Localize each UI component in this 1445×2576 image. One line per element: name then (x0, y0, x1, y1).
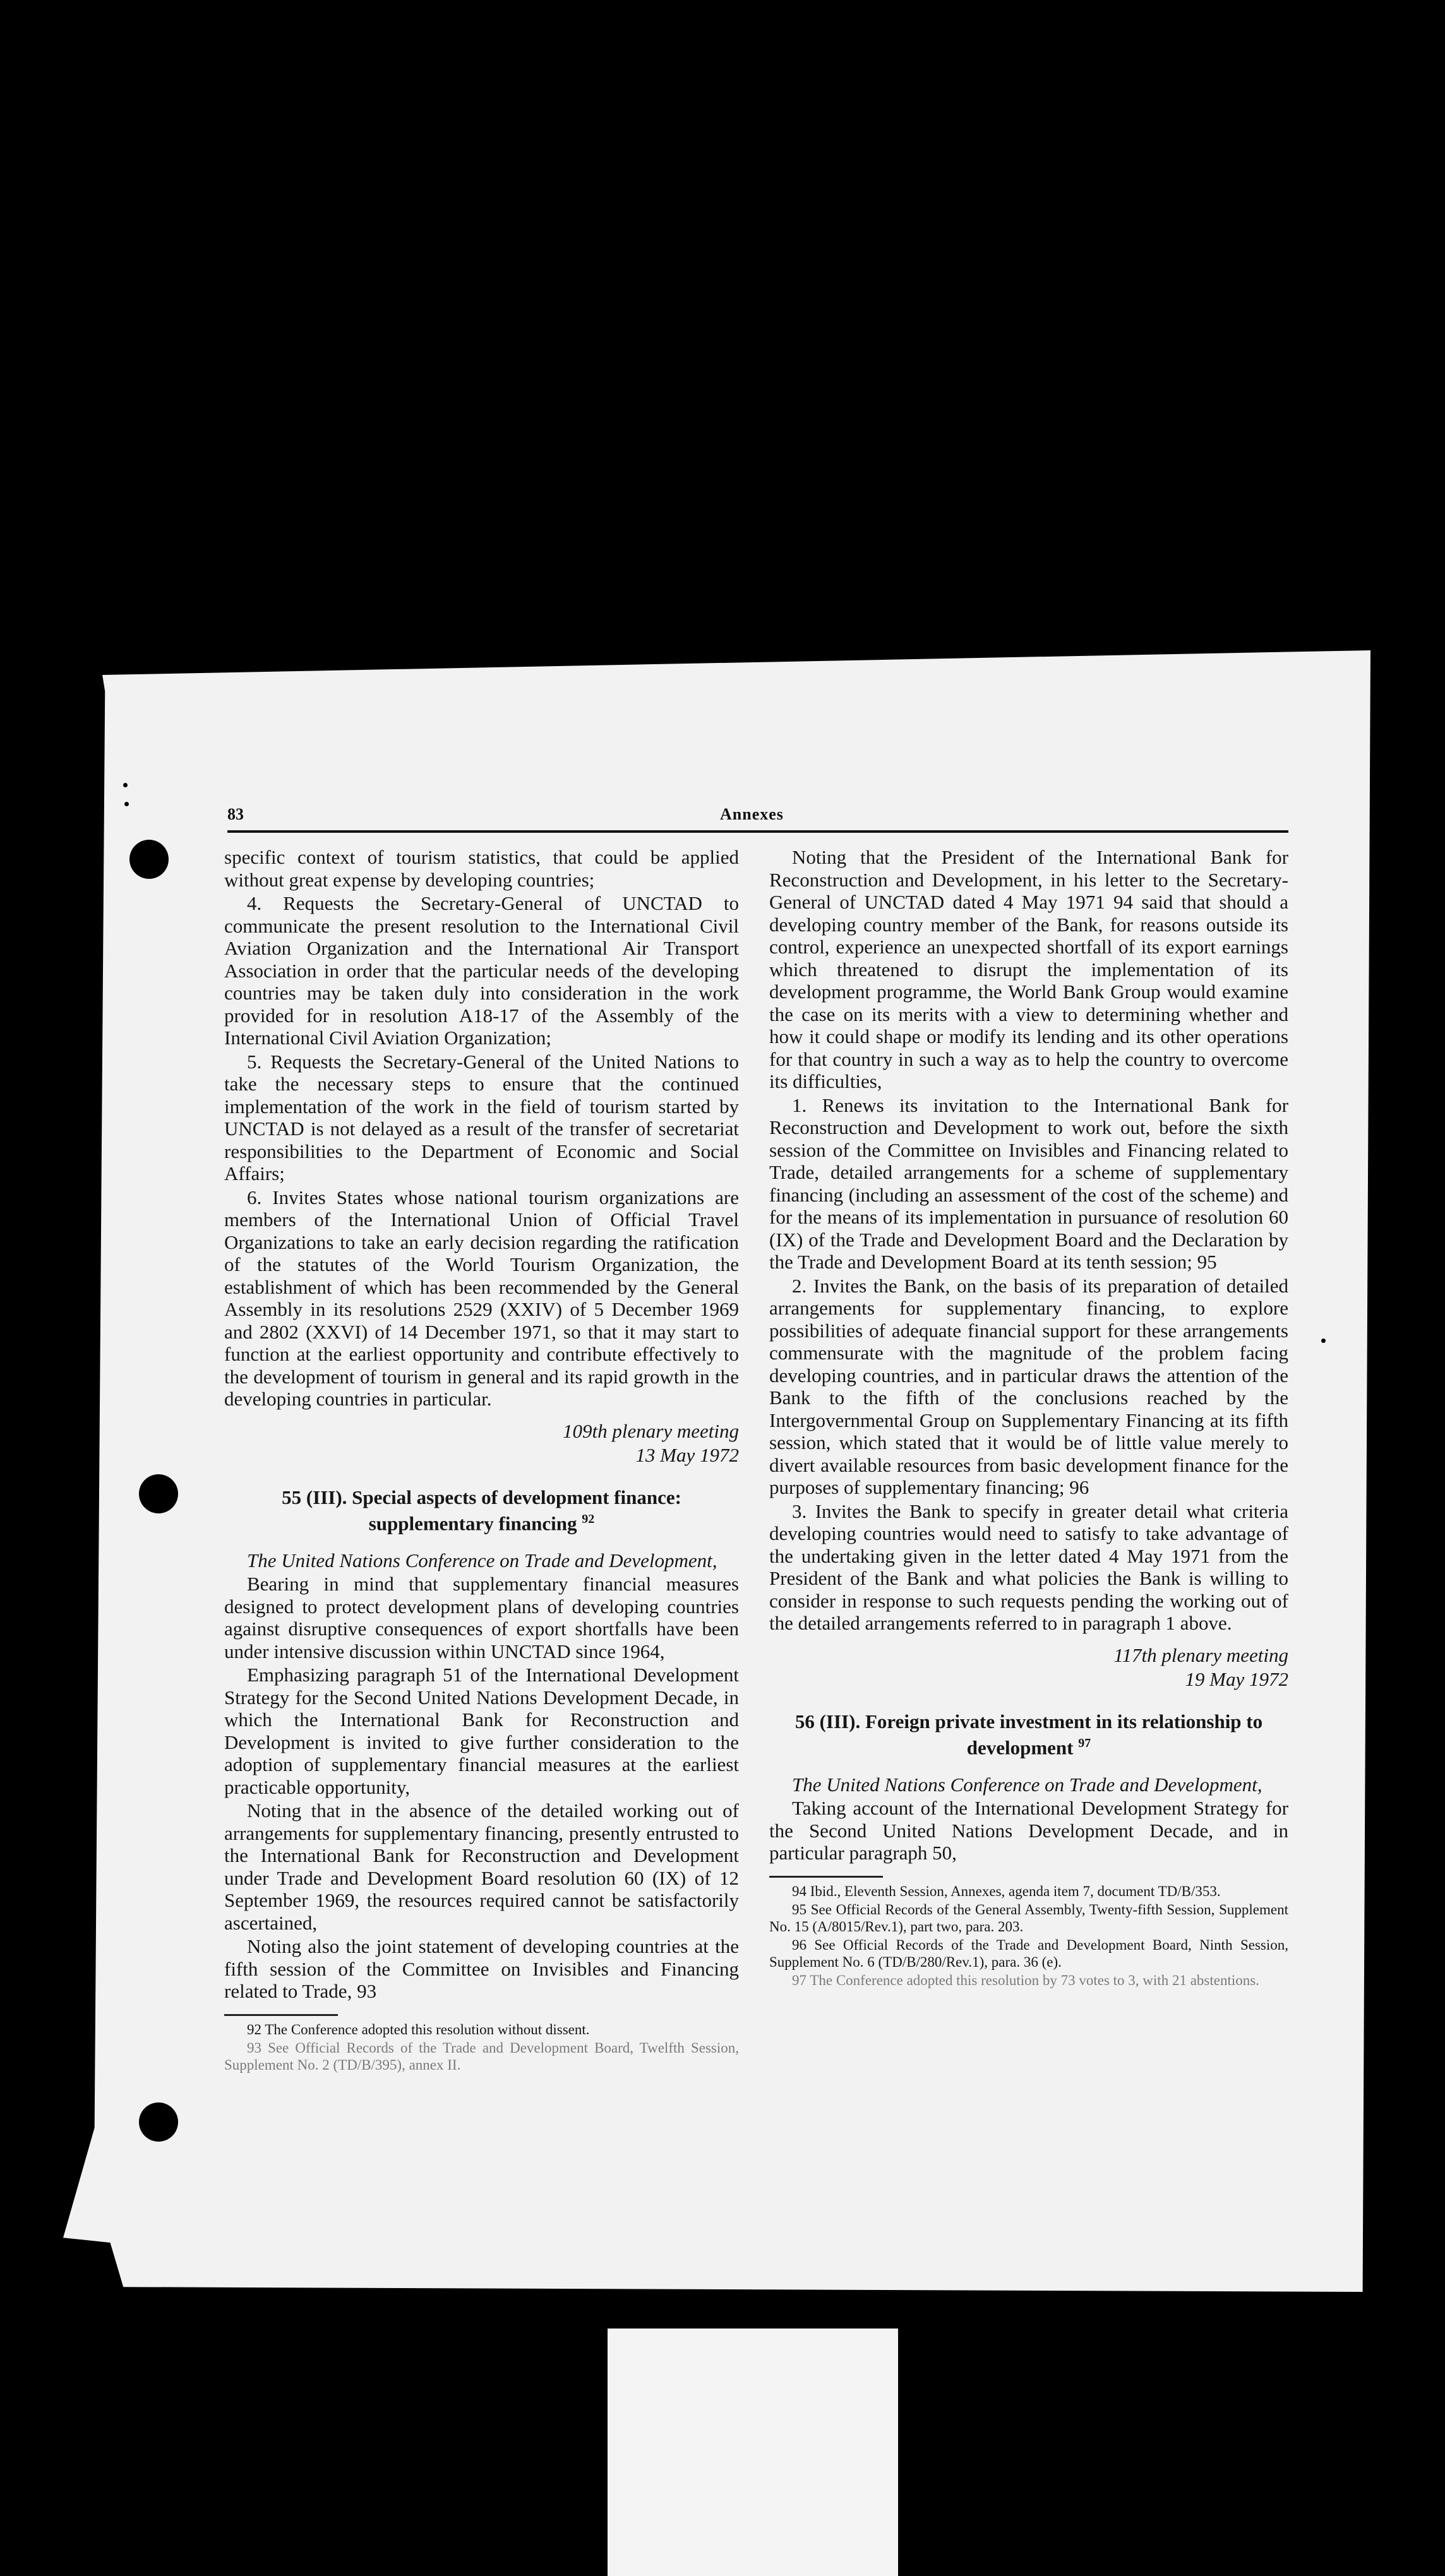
footnote: 97 The Conference adopted this resolution by 73 votes to 3, with 21 abstentions. (792, 1972, 1259, 1988)
meeting-date: 13 May 1972 (635, 1443, 739, 1466)
paragraph: Noting that in the absence of the detailed working out of arrangements for supplementary financing, presently entrusted to the International Bank for Reconstruction and Development under Trade and Development Board resolution 60 (IX) of 12 September 1969, the resources required cannot be satisfactorily ascertained, (224, 1799, 739, 1934)
preamble: The United Nations Conference on Trade and Development, (247, 1549, 717, 1571)
paragraph: Taking account of the International Development Strategy for the Second United Nations Development Decade, and in particular paragraph 50, (769, 1797, 1288, 1864)
paragraph: 3. Invites the Bank to specify in greater detail what criteria developing countries would need to satisfy to take advantage of the undertaking given in the letter dated 4 May 1971 from the President of the Bank and what policies the Bank is willing to consider in response to such requests pending the working out of the detailed arrangements referred to in paragraph 1 above. (769, 1500, 1288, 1634)
resolution-heading (769, 1710, 1288, 1758)
speck (1321, 1339, 1326, 1343)
footnote: 94 Ibid., Eleventh Session, Annexes, agenda item 7, document TD/B/353. (792, 1883, 1221, 1899)
paragraph: 6. Invites States whose national tourism organizations are members of the International Union of Official Travel Organizations to take an early decision regarding the ratification of the statutes of the World Tourism Organization, the establishment of which has been recommended by the General Assembly in its resolutions 2529 (XXIV) of 5 December 1969 and 2802 (XXVI) of 14 December 1971, so that it may start to function at the earliest opportunity and contribute effectively to the development of tourism in general and its rapid growth in the developing countries in particular. (224, 1186, 739, 1410)
paragraph: Bearing in mind that supplementary financial measures designed to protect development plans of developing countries against disruptive consequences of export shortfalls have been under intensive discussion within UNCTAD since 1964, (224, 1573, 739, 1662)
paragraph: Emphasizing paragraph 51 of the International Development Strategy for the Second United Nations Development Decade, in which the International Bank for Reconstruction and Development is invited to give further consideration to the adoption of supplementary financial measures at the earliest practicable opportunity, (224, 1664, 739, 1798)
speck (123, 783, 128, 787)
binder-hole-middle (139, 1474, 178, 1513)
speck (124, 802, 129, 806)
resolution-heading (224, 1486, 739, 1534)
paragraph: Noting also the joint statement of developing countries at the fifth session of the Committee on Invisibles and Financing related to Trade, 93 (224, 1935, 739, 2003)
running-header (227, 805, 1288, 833)
paragraph: 1. Renews its invitation to the International Bank for Reconstruction and Development to work out, before the sixth session of the Committee on Invisibles and Financing related to Trade, detailed arrangements for a scheme of supplementary financing (including an assessment of the cost of the scheme) and for the means of its implementation in pursuance of resolution 60 (IX) of the Trade and Development Board and the Declaration by the Trade and Development Board at its tenth session; 95 (769, 1094, 1288, 1273)
paragraph: 4. Requests the Secretary-General of UNCTAD to communicate the present resolution to the International Civil Aviation Organization and the International Air Transport Association in order that the particular needs of the developing countries may be taken duly into consideration in the work provided for in resolution A18-17 of the Assembly of the International Civil Aviation Organization; (224, 892, 739, 1049)
footnote-marker: 97 (1078, 1736, 1091, 1750)
paragraph: 2. Invites the Bank, on the basis of its preparation of detailed arrangements for supplementary financing, to explore possibilities of adequate financial support for these arrangements commensurate with the magnitude of the problem facing developing countries, and in particular draws the attention of the Bank to the fifth of the conclusions reached by the Intergovernmental Group on Supplementary Financing at its fifth session, which stated that it would be of little value merely to divert available resources from basic development finance for the purposes of supplementary financing; 96 (769, 1274, 1288, 1498)
meeting-label (224, 1419, 739, 1467)
footnote: 92 The Conference adopted this resolution without dissent. (247, 2021, 590, 2037)
preamble: The United Nations Conference on Trade and Development, (792, 1773, 1262, 1796)
page-number: 83 (227, 805, 244, 823)
footnote-marker: 92 (582, 1512, 595, 1526)
paragraph: Noting that the President of the International Bank for Reconstruction and Development, in his letter to the Secretary-General of UNCTAD dated 4 May 1971 94 said that should a developing country member of the Bank, for reasons outside its control, experience an unexpected shortfall of its export earnings which threatened to disrupt the implementation of its development programme, the World Bank Group would examine the case on its merits with a view to determining whether and how it could shape or modify its lending and its other operations for that country in such a way as to help the country to overcome its difficulties, (769, 846, 1288, 1092)
meeting-label (769, 1643, 1288, 1691)
section-title: Annexes (720, 805, 784, 823)
blank-card (608, 2329, 898, 2576)
right-column (769, 846, 1288, 1990)
footnote-rule (769, 1876, 883, 1878)
meeting-date: 19 May 1972 (1185, 1667, 1288, 1690)
resolution-heading-text: 55 (III). Special aspects of development finance: supplementary financing (282, 1486, 681, 1534)
paragraph: 5. Requests the Secretary-General of the United Nations to take the necessary steps to ensure that the continued implementation of the work in the field of tourism started by UNCTAD is not delayed as a result of the transfer of secretariat responsibilities to the Department of Economic and Social Affairs; (224, 1050, 739, 1184)
meeting-number: 117th plenary meeting (1113, 1643, 1288, 1666)
paragraph: specific context of tourism statistics, that could be applied without great expense by developing countries; (224, 846, 739, 891)
meeting-number: 109th plenary meeting (563, 1419, 739, 1442)
footnote-rule (224, 2014, 338, 2016)
binder-hole-bottom (139, 2102, 178, 2142)
resolution-heading-text: 56 (III). Foreign private investment in its relationship to development (794, 1710, 1263, 1758)
left-column (224, 846, 739, 2075)
footnote: 96 See Official Records of the Trade and Development Board, Ninth Session, Supplement No. 6 (TD/B/280/Rev.1), para. 36 (e). (769, 1936, 1288, 1970)
footnote: 95 See Official Records of the General Assembly, Twenty-fifth Session, Supplement No. 15 (A/8015/Rev.1), part two, para. 203. (769, 1901, 1288, 1935)
binder-hole-top (129, 840, 169, 879)
footnote: 93 See Official Records of the Trade and Development Board, Twelfth Session, Supplement No. 2 (TD/B/395), annex II. (224, 2039, 739, 2073)
